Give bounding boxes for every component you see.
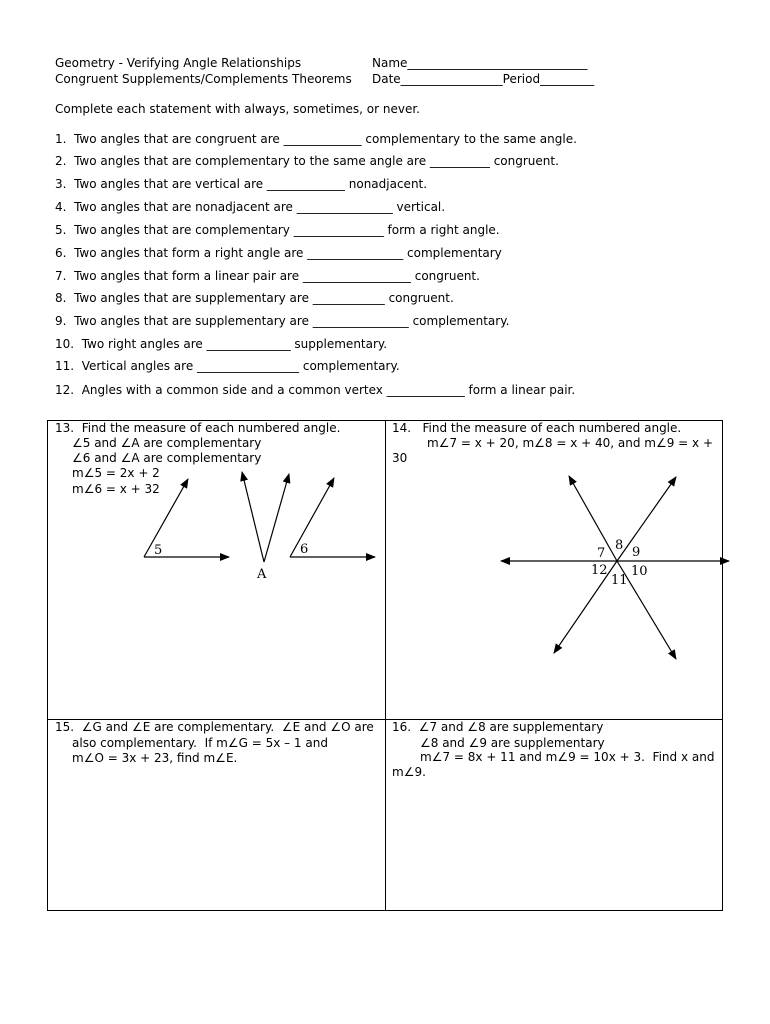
instructions: Complete each statement with always, sometimes, or never. [55, 102, 420, 116]
statement-8: 8. Two angles that are supplementary are ____________ congruent. [55, 291, 454, 305]
statement-10: 10. Two right angles are ______________ supplementary. [55, 337, 388, 351]
angle-5-label: 5 [154, 543, 163, 558]
angle-a-label: A [257, 567, 267, 582]
problem-13-given-1: ∠5 and ∠A are complementary [72, 436, 262, 450]
problem-13-given-4: m∠6 = x + 32 [72, 482, 160, 496]
problem-13-given-3: m∠5 = 2x + 2 [72, 466, 160, 480]
angle-6-label: 6 [300, 542, 309, 557]
name-field: Name______________________________ [372, 56, 588, 70]
problem-15-line-3: m∠O = 3x + 23, find m∠E. [72, 751, 238, 765]
angle-11-label: 11 [611, 573, 628, 588]
problem-14-given-1: m∠7 = x + 20, m∠8 = x + 40, and m∠9 = x + [427, 436, 714, 450]
statement-4: 4. Two angles that are nonadjacent are ________________ vertical. [55, 200, 446, 214]
statement-2: 2. Two angles that are complementary to the same angle are __________ congruent. [55, 154, 559, 168]
date-period-field: Date_________________Period_________ [372, 72, 595, 86]
worksheet-title: Geometry - Verifying Angle Relationships [55, 56, 302, 70]
statement-6: 6. Two angles that form a right angle are ________________ complementary [55, 246, 502, 260]
problem-13-heading: 13. Find the measure of each numbered angle. [55, 421, 341, 435]
statement-12: 12. Angles with a common side and a common vertex _____________ form a linear pair. [55, 383, 576, 397]
problem-16-line-3: m∠7 = 8x + 11 and m∠9 = 10x + 3. Find x and [420, 750, 715, 764]
worksheet-subtitle: Congruent Supplements/Complements Theorems [55, 72, 352, 86]
problem-16-line-1: 16. ∠7 and ∠8 are supplementary [392, 720, 604, 734]
diagonal-line-up-left [569, 476, 617, 561]
diagonal-line-up-right [617, 477, 676, 561]
angle-8-label: 8 [615, 538, 624, 553]
problem-15-line-1: 15. ∠G and ∠E are complementary. ∠E and ∠O are [55, 720, 374, 734]
statement-11: 11. Vertical angles are _________________ complementary. [55, 359, 400, 373]
problem-15-line-2: also complementary. If m∠G = 5x – 1 and [72, 736, 328, 750]
angle-7-label: 7 [597, 546, 606, 561]
statement-3: 3. Two angles that are vertical are _____________ nonadjacent. [55, 177, 428, 191]
problem-16-line-2: ∠8 and ∠9 are supplementary [420, 736, 605, 750]
angle-10-label: 10 [631, 564, 648, 579]
statement-1: 1. Two angles that are congruent are _____________ complementary to the same angle. [55, 132, 577, 146]
angle-12-label: 12 [591, 563, 608, 578]
statement-7: 7. Two angles that form a linear pair are __________________ congruent. [55, 269, 480, 283]
diagonal-line-down-left [554, 561, 617, 653]
problem-13-given-2: ∠6 and ∠A are complementary [72, 451, 262, 465]
problem-16-line-4: m∠9. [392, 765, 426, 779]
problem-14-given-2: 30 [392, 451, 408, 465]
problem-14-heading: 14. Find the measure of each numbered angle. [392, 421, 682, 435]
statement-5: 5. Two angles that are complementary _______________ form a right angle. [55, 223, 500, 237]
angle-9-label: 9 [632, 545, 641, 560]
statement-9: 9. Two angles that are supplementary are ________________ complementary. [55, 314, 510, 328]
